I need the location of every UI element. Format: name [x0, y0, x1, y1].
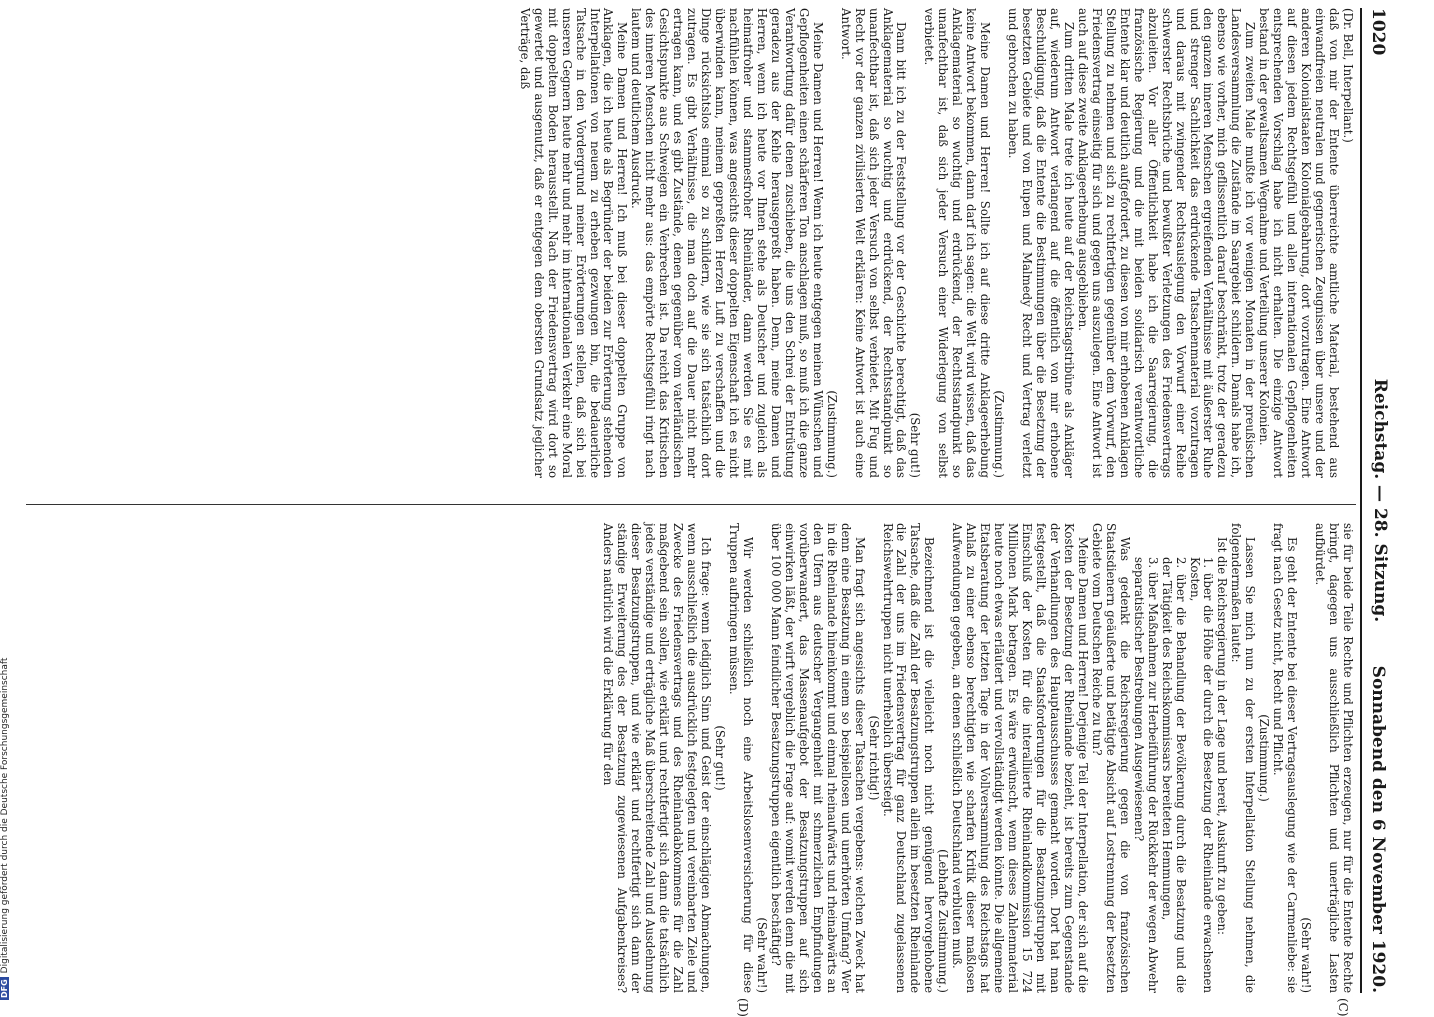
page-header — [1368, 8, 1390, 993]
paragraph: (Sehr wahr!) — [1299, 917, 1314, 993]
paragraph: Meine Damen und Herren! Derjenige Teil der Interpellation, der sich auf die Kosten der Besetzung der Rheinlande bezieht, ist bereits zum Gegenstande der Verhandlungen des Hauptausschusses gemacht worden. Dort hat man festgestellt, daß die Staatsforderungen für die Besatzungstruppen mit Einschluß der Kosten für die interalliierte Rheinlandkommission 15 724 Millionen Mark betragen. Es wäre erwünscht, wenn dieses Zahlenmaterial heute noch etwas erläutert und vervollständigt werden könnte. Die allgemeine Etatsberatung der letzten Tage in der Vollversammlung des Reichstags hat Anlaß zu einer ebenso berechtigten wie scharfen Kritik dieser maßlosen Aufwendungen gegeben, an denen schließlich Deutschland verbluten muß. — [950, 523, 1090, 993]
dfg-logo: DFG — [0, 979, 9, 998]
paragraph: Dann bitt ich zu der Feststellung vor der Geschichte berechtigt, daß das Anklagematerial so wuchtig und erdrückend, der Rechtsstandpunkt so unanfechtbar ist, daß sich jeder Versuch von selbst verbietet. Mit Fug und Recht vor der ganzen zivilisierten Welt erklären: Keine Antwort ist auch eine Antwort. — [838, 8, 909, 478]
paragraph: (Lebhafte Zustimmung.) — [936, 849, 951, 993]
paragraph: (Zustimmung.) — [1257, 714, 1272, 802]
paragraph: Ist die Reichsregierung in der Lage und bereit, Auskunft zu geben: — [1215, 537, 1230, 935]
paragraph: Es geht der Entente bei dieser Vertragsauslegung wie der Carmenliebe: sie fragt nach Gesetz nicht, Recht und Pflicht. — [1271, 523, 1300, 993]
paragraph: Zum dritten Male trete ich heute auf der Reichstagstribüne als Ankläger auf, wiederum Antwort verlangend auf die öffentlich von mir erhobene Beschuldigung, daß die Entente die Bestimmungen über die Besetzung der besetzten Gebiete und von Eupen und Malmedy Recht und Vertrag verletzt und gebrochen zu haben. — [1006, 8, 1076, 478]
paragraph: (Sehr wahr!) — [754, 917, 769, 993]
margin-mark-c: (C) — [1336, 998, 1350, 1017]
margin-mark-d: (D) — [736, 998, 750, 1017]
paragraph: Meine Damen und Herren! Sollte ich auf diese dritte Anklageerhebung keine Antwort bekommen, dann darf ich sagen: die Welt wird wissen, daß das Anklagematerial so wuchtig und erdrückend, der Rechtsstandpunkt so unanfechtbar ist, daß sich jeder Versuch einer Widerlegung von selbst verbietet. — [922, 8, 993, 478]
paragraph: Bezeichnend ist die vielleicht noch nicht genügend hervorgehobene Tatsache, daß die Zahl der Besatzungstruppen allein im besetzten Rheinlande die Zahl der uns im Friedensvertrag für ganz Deutschland zugelassenen Reichswehrtruppen nicht unerheblich übersteigt. — [880, 523, 937, 993]
paragraph: 1. über die Höhe der durch die Besetzung der Rheinlande erwachsenen Kosten, — [1187, 557, 1216, 993]
paragraph: 2. über die Behandlung der Bevölkerung durch die Besatzung und die der Tätigkeit des Reichskommissars bereiteten Hemmungen, — [1159, 557, 1188, 993]
paragraph: (Zustimmung.) — [824, 390, 839, 478]
paragraph: Was gedenkt die Reichsregierung gegen die von französischen Staatsdienern geäußerte und betätigte Absicht auf Lostrennung der besetzten Gebiete vom Deutschen Reiche zu tun? — [1089, 523, 1132, 993]
paragraph: (Zustimmung.) — [992, 390, 1007, 478]
rotated-page-content — [20, 8, 1390, 1017]
paragraph: 3. über Maßnahmen zur Herbeiführung der Rückkehr der wegen Abwehr separatistischer Bestrebungen Ausgewiesenen? — [1131, 557, 1160, 993]
paragraph: (Sehr gut!) — [908, 412, 923, 478]
paragraph: Lassen Sie mich nun zu der ersten Interpellation Stellung nehmen, die folgendermaßen lautet: — [1229, 523, 1258, 993]
paragraph: Meine Damen und Herren! Ich muß bei dieser doppelten Gruppe von Anklagen, die ich heute als Begründer der beiden zur Erörterung stehenden Interpellationen von neuem zu erheben gezwungen bin, die bedauerliche Tatsache in den Vordergrund meiner Erörterungen stellen, daß sich bei unseren Gegnern heute mehr und mehr im internationalen Verkehr eine Moral mit doppeltem Boden herausstellt. Nach der Friedensvertrag wird dort so gewertet und ausgenutzt, daß er entgegen dem obersten Grundsatz jeglicher Verträge, daß — [517, 8, 630, 478]
paragraph: (Dr. Bell, Interpellant.) — [1341, 8, 1355, 143]
paragraph: sie für beide Teile Rechte und Pflichten erzeugen, nur für die Entente Rechte bringt, dagegen uns ausschließlich Pflichten und unerträgliche Lasten aufbürdet. — [1313, 523, 1355, 993]
paragraph: Man fragt sich angesichts dieser Tatsachen vergebens: welchen Zweck hat denn eine Besatzung in einem so beispiellosen und unerhörten Umfang? Wer in die Rheinlande hineinkommt und einmal rheinaufwärts und rheinabwärts an den Ufern aus deutscher Vergangenheit mit schmerzlichen Empfindungen vorüberwandert, das Massenaufgebot der Besatzungstruppen auf sich einwirken läßt, der wirft vergeblich die Frage auf: womit werden denn die mit über 100 000 Mann feindlicher Besatzungstruppen eigentlich beschäftigt? — [768, 523, 867, 993]
paragraph: (Sehr richtig!) — [866, 715, 881, 801]
header-date: Sonnabend den 6 November 1920. — [1368, 665, 1388, 993]
paragraph: Zum zweiten Male mußte ich vor wenigen Monaten in der preußischen Landesversammlung die Zustände im Saargebiet schildern. Damals habe ich, ebenso wie vorher, mich geflissentlich darauf beschränkt, trotz der geradezu den ganzen inneren Menschen ergreifenden Verhältnisse mit äußerster Ruhe und strenger Sachlichkeit das erdrückende Tatsachenmaterial vorzutragen und daraus mit zwingender Rechtsauslegung den Vorwurf einer Reihe schwerster Rechtsbrüche und bewußter Verletzungen des Friedensvertrags abzuleiten. Vor aller Öffentlichkeit habe ich die Saarregierung, die französische Regierung und die mit beiden solidarisch verantwortliche Entente klar und deutlich aufgefordert, zu diesen von mir erhobenen Anklagen Stellung zu nehmen und sich zu rechtfertigen gegenüber dem Vorwurf, den Friedensvertrag einseitig für sich und gegen uns auszulegen. Eine Antwort ist auch auf diese zweite Anklageerhebung ausgeblieben. — [1075, 8, 1258, 478]
header-rule — [1360, 8, 1362, 993]
paragraph: Wir werden schließlich noch eine Arbeitslosenversicherung für diese Truppen aufbringen müssen. — [727, 523, 756, 993]
footer-credit — [0, 0, 16, 1000]
page-number: 1020 — [1368, 8, 1388, 56]
right-column — [601, 523, 1354, 993]
paragraph: daß von mir der Entente überreichte amtliche Material, bestehend aus einwandfreien neutralen und gegnerischen Zeugnissen über unsere und der anderen Kolonialstaaten Kolonialgebahrung, dort vorzutragen. Eine Antwort auf diesen jedem Rechtsgefühl und allen internationalen Gepflogenheiten entsprechenden Vorschlag habe ich nicht erhalten. Die einzige Antwort bestand in der gewaltsamen Wegnahme und Verteilung unserer Kolonien. — [1257, 8, 1342, 478]
paragraph: (Sehr gut!) — [713, 725, 728, 791]
footer-text: Digitalisierung gefördert durch die Deutsche Forschungsgemeinschaft — [0, 657, 10, 974]
header-title: Reichstag. — 28. Sitzung. — [1370, 378, 1390, 623]
paragraph: Ich frage: wenn lediglich Sinn und Geist der einschlägigen Abmachungen, wenn ausschließlich die ausdrücklich festgelegten und vereinbarten Ziele und Zwecke des Friedensvertrags und des Rheinlandabkommens für die Zahl maßgebend sein sollen, wie erklärt und rechtfertigt sich dann die tatsächlich jedes verständige und erträgliche Maß überschreitende Zahl und Ausdehnung dieser Besatzungstruppen, und wie erklärt und rechtfertigt sich dann der ständige Erweiterung des der Besatzung zugewiesenen Aufgabenkreises? Anders natürlich wird die Erklärung für den — [601, 523, 714, 993]
column-divider — [26, 504, 1356, 505]
paragraph: Meine Damen und Herren! Wenn ich heute entgegen meinen Wünschen und Gepflogenheiten einen schärferen Ton anschlagen muß, so muß ich die ganze Verantwortung dafür denen zuschieben, die uns den Schrei der Entrüstung geradezu aus der Kehle herausgepreßt haben. Denn, meine Damen und Herren, wenn ich heute vor Ihnen stehe als Deutscher und zugleich als heimatfroher und stammesfroher Rheinländer, dann werden Sie es mit nachfühlen können, was angesichts dieser doppelten Eigenschaft ich es nicht überwinden kann, meinem gepreßten Herzen Luft zu verschaffen und die Dinge rücksichtslos einmal so zu schildern, wie sie sich tatsächlich dort zutragen. Es gibt Verhältnisse, die man doch auf die Dauer nicht mehr ertragen kann, und es gibt Zustände, denen gegenüber vom vaterländischen Gesichtspunkte aus Schweigen ein Verbrechen ist. Da reicht das Kritischen des inneren Menschen nicht mehr aus: das empörte Rechtsgefühl ringt nach lautem und deutlichem Ausdruck. — [629, 8, 825, 478]
left-column — [517, 8, 1354, 478]
